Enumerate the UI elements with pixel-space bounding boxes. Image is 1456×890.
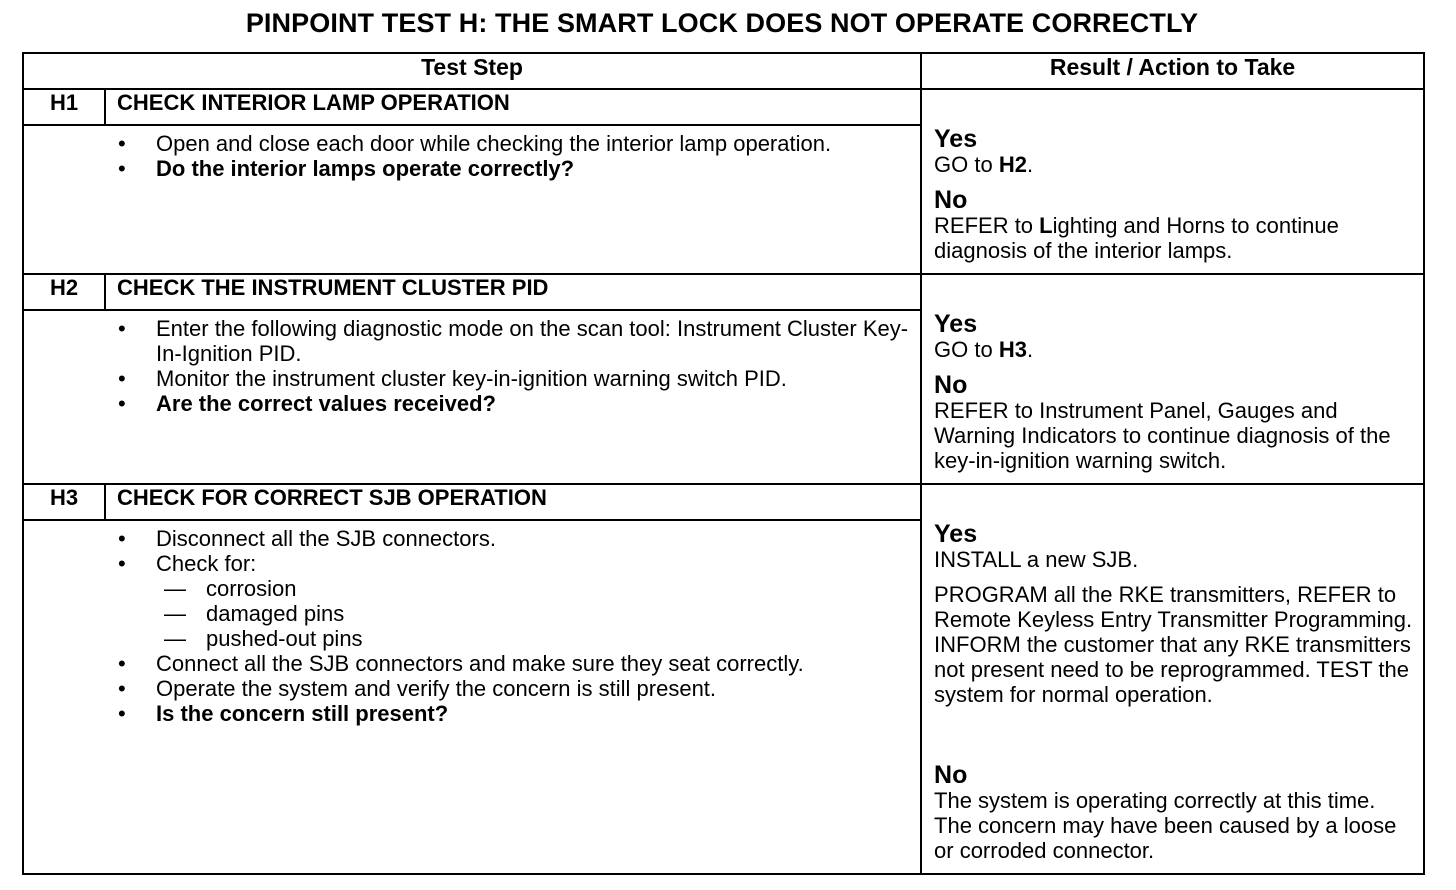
bullet-icon: • — [118, 391, 126, 417]
step-row-h2 — [23, 274, 1424, 310]
page-title: PINPOINT TEST H: THE SMART LOCK DOES NOT OPERATE CORRECTLY — [245, 8, 1199, 38]
bullet-icon: • — [118, 316, 126, 342]
list-item — [24, 651, 910, 676]
bullet-icon: • — [118, 701, 126, 726]
list-item — [24, 551, 910, 576]
item-text: Check for: — [156, 551, 257, 576]
yes-action: GO to H2. — [934, 152, 1034, 177]
item-text: Are the correct values received? — [156, 391, 496, 417]
item-text: Monitor the instrument cluster key-in-ignition warning switch PID. — [156, 366, 787, 392]
item-text: Enter the following diagnostic mode on the scan tool: Instrument Cluster Key-In-Ignition PID. — [156, 316, 909, 367]
bullet-icon: • — [118, 651, 126, 676]
sub-list-item — [24, 576, 910, 601]
no-action: REFER to Lighting and Horns to continue diagnosis of the interior lamps. — [934, 213, 1339, 263]
item-text: corrosion — [206, 576, 297, 601]
list-item — [24, 676, 910, 701]
result-header: Result / Action to Take — [921, 53, 1424, 89]
yes-label: Yes — [934, 310, 978, 338]
item-text: Disconnect all the SJB connectors. — [156, 526, 496, 551]
test-step-header: Test Step — [23, 53, 921, 89]
item-text: Is the concern still present? — [156, 701, 449, 726]
step-row-h3 — [23, 484, 1424, 520]
item-text: Connect all the SJB connectors and make sure they seat correctly. — [156, 651, 804, 676]
item-text: Open and close each door while checking the interior lamp operation. — [156, 131, 832, 157]
step-reference: H3 — [998, 337, 1027, 362]
result-cell-h1 — [921, 89, 1424, 274]
item-text: Do the interior lamps operate correctly? — [156, 156, 575, 182]
step-id: H2 — [23, 274, 105, 310]
bullet-icon: • — [118, 526, 126, 551]
no-action: REFER to Instrument Panel, Gauges and Warning Indicators to continue diagnosis of the key-in-ignition warning switch. — [934, 398, 1391, 473]
yes-action: GO to H3. — [934, 337, 1034, 362]
step-id: H1 — [23, 89, 105, 125]
yes-action-detail: PROGRAM all the RKE transmitters, REFER to Remote Keyless Entry Transmitter Programming. INFORM the customer that any RKE transmitters not present need to be reprogrammed. TEST the system for normal operation. — [934, 582, 1413, 707]
yes-label: Yes — [934, 520, 978, 548]
item-text: damaged pins — [206, 601, 345, 626]
dash-icon: — — [164, 576, 186, 601]
step-instructions — [23, 520, 921, 874]
step-title: CHECK INTERIOR LAMP OPERATION — [105, 89, 921, 125]
list-item — [24, 156, 910, 181]
item-text: pushed-out pins — [206, 626, 363, 651]
list-item — [24, 701, 910, 726]
dash-icon: — — [164, 626, 186, 651]
instruction-list — [24, 316, 910, 416]
instruction-list — [24, 131, 910, 181]
list-item — [24, 131, 910, 156]
step-reference: H2 — [998, 152, 1027, 177]
no-label: No — [934, 761, 968, 789]
bullet-icon: • — [118, 366, 126, 392]
list-item — [24, 316, 910, 366]
pinpoint-test-table — [22, 52, 1425, 875]
step-instructions — [23, 310, 921, 484]
item-text: Operate the system and verify the concern is still present. — [156, 676, 717, 701]
dash-icon: — — [164, 601, 186, 626]
step-title: CHECK FOR CORRECT SJB OPERATION — [105, 484, 921, 520]
bullet-icon: • — [118, 156, 126, 182]
list-item — [24, 391, 910, 416]
step-id: H3 — [23, 484, 105, 520]
step-title: CHECK THE INSTRUMENT CLUSTER PID — [105, 274, 921, 310]
step-instructions — [23, 125, 921, 274]
result-cell-h2 — [921, 274, 1424, 484]
sub-list-item — [24, 626, 910, 651]
step-row-h1 — [23, 89, 1424, 125]
bullet-icon: • — [118, 131, 126, 157]
list-item — [24, 366, 910, 391]
no-label: No — [934, 371, 968, 399]
yes-label: Yes — [934, 125, 978, 153]
no-label: No — [934, 186, 968, 214]
sub-list-item — [24, 601, 910, 626]
bullet-icon: • — [118, 551, 126, 576]
instruction-list — [24, 526, 910, 726]
bullet-icon: • — [118, 676, 126, 701]
result-cell-h3 — [921, 484, 1424, 874]
yes-action: INSTALL a new SJB. — [934, 547, 1139, 572]
no-action: The system is operating correctly at this time. The concern may have been caused by a loose or corroded connector. — [934, 788, 1397, 863]
header-row — [23, 53, 1424, 89]
list-item — [24, 526, 910, 551]
